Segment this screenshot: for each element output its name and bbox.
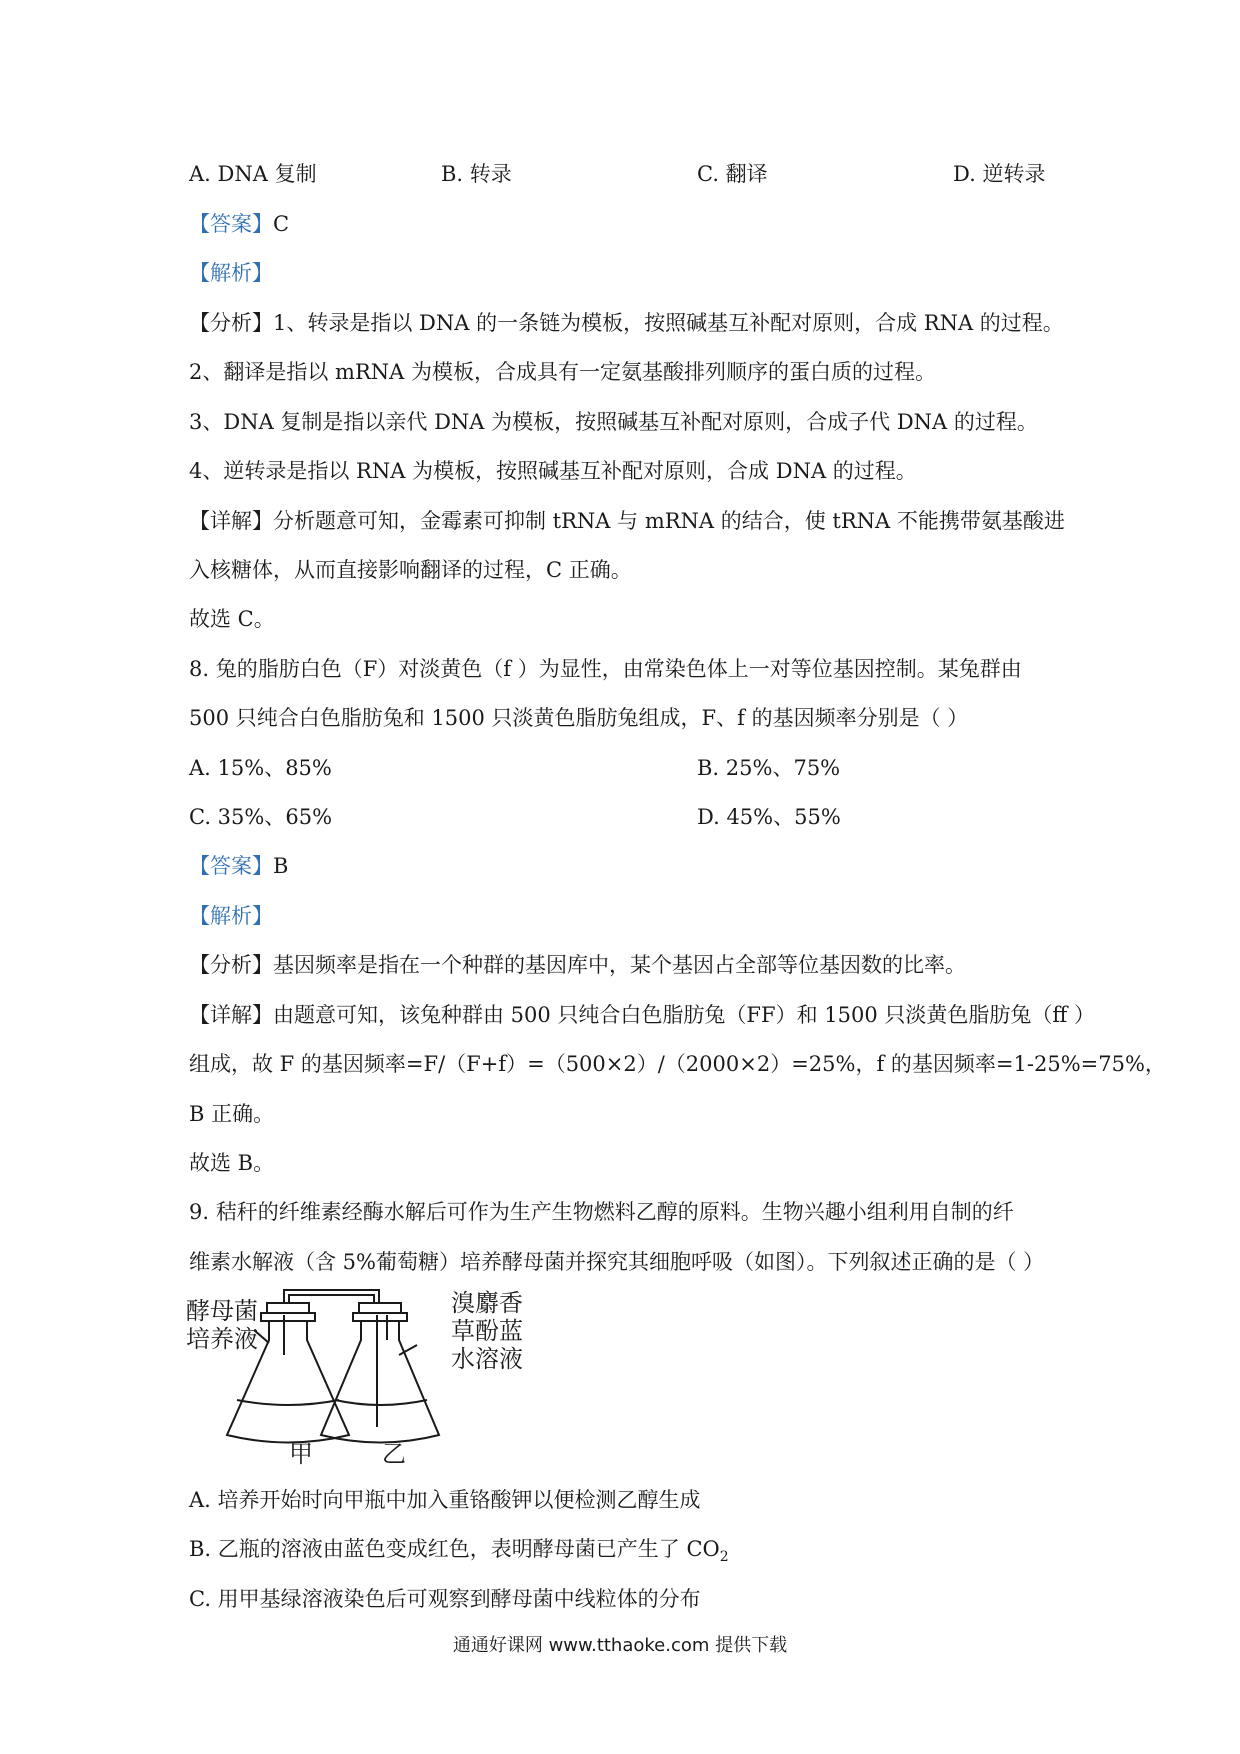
page-footer: 通通好课网 www.tthaoke.com 提供下载 [452, 1635, 788, 1656]
yeast-label-1: 酵母菌 [186, 1297, 258, 1325]
answer-value: C [273, 212, 290, 236]
q7-detail-line: 入核糖体，从而直接影响翻译的过程，C 正确。 [189, 558, 632, 582]
q8-analysis-heading: 【解析】 [189, 904, 273, 928]
flask-b-liquid [335, 1400, 427, 1405]
q7-option-a: A. DNA 复制 [189, 162, 317, 186]
section-text: 基因频率是指在一个种群的基因库中，某个基因占全部等位基因数的比率。 [273, 953, 966, 977]
q7-analysis-line: 3、DNA 复制是指以亲代 DNA 为模板，按照碱基互补配对原则，合成子代 DNA 的过程。 [189, 410, 1038, 434]
co2-subscript: 2 [719, 1549, 729, 1566]
q7-analysis-heading: 【解析】 [189, 261, 273, 285]
q8-detail-line: B 正确。 [189, 1102, 275, 1126]
q8-conclusion: 故选 B。 [189, 1151, 275, 1175]
answer-tag: 【答案】 [189, 212, 273, 236]
q9-option-b-text: B. 乙瓶的溶液由蓝色变成红色，表明酵母菌已产生了 CO [189, 1537, 720, 1561]
q8-option-d: D. 45%、55% [697, 805, 841, 829]
flask-b-body [321, 1321, 439, 1443]
section-text: 1、转录是指以 DNA 的一条链为模板，按照碱基互补配对原则，合成 RNA 的过程。 [273, 311, 1064, 335]
indicator-label-3: 水溶液 [451, 1345, 523, 1373]
answer-value: B [273, 854, 289, 878]
q8-stem-line: 8. 兔的脂肪白色（F）对淡黄色（f ）为显性，由常染色体上一对等位基因控制。某兔群由 [189, 657, 1022, 681]
q9-option-a: A. 培养开始时向甲瓶中加入重铬酸钾以便检测乙醇生成 [189, 1488, 701, 1512]
q7-conclusion: 故选 C。 [189, 607, 275, 631]
flask-a-label: 甲 [289, 1440, 313, 1468]
q7-answer [189, 210, 289, 238]
experiment-figure [186, 1285, 529, 1470]
q8-stem-line: 500 只纯合白色脂肪兔和 1500 只淡黄色脂肪兔组成，F、f 的基因频率分别是（ ） [189, 706, 969, 730]
q8-option-b: B. 25%、75% [697, 756, 841, 780]
q8-answer [189, 852, 288, 880]
q7-option-c: C. 翻译 [697, 162, 768, 186]
q7-option-b: B. 转录 [441, 162, 512, 186]
q9-option-b [189, 1535, 729, 1571]
flask-b-neck-rim [353, 1313, 407, 1321]
flask-a-liquid [237, 1400, 339, 1405]
section-tag: 【详解】 [189, 509, 273, 533]
section-text: 由题意可知，该兔种群由 500 只纯合白色脂肪兔（FF）和 1500 只淡黄色脂肪兔（ff ） [273, 1003, 1095, 1027]
q8-analysis-line [189, 951, 966, 979]
q7-analysis-line [189, 309, 1064, 337]
q9-stem-line: 维素水解液（含 5%葡萄糖）培养酵母菌并探究其细胞呼吸（如图）。下列叙述正确的是（ ） [189, 1250, 1045, 1274]
q8-detail-line: 组成，故 F 的基因频率=F/（F+f）=（500×2）/（2000×2）=25%，f 的基因频率=1-25%=75%， [189, 1052, 1166, 1076]
section-text: 分析题意可知，金霉素可抑制 tRNA 与 mRNA 的结合，使 tRNA 不能携带氨基酸进 [273, 509, 1065, 533]
q7-detail-line [189, 507, 1065, 535]
connecting-tube [284, 1290, 379, 1303]
flask-a-stopper [267, 1303, 309, 1313]
q7-analysis-line: 4、逆转录是指以 RNA 为模板，按照碱基互补配对原则，合成 DNA 的过程。 [189, 459, 917, 483]
flask-b-label: 乙 [382, 1440, 406, 1468]
flask-b-stopper [359, 1303, 401, 1313]
section-tag: 【分析】 [189, 953, 273, 977]
q7-option-d: D. 逆转录 [953, 162, 1046, 186]
flask-a-neck-rim [261, 1313, 315, 1321]
q9-option-c: C. 用甲基绿溶液染色后可观察到酵母菌中线粒体的分布 [189, 1587, 701, 1611]
section-tag: 【分析】 [189, 311, 273, 335]
section-tag: 【详解】 [189, 1003, 273, 1027]
q8-detail-line [189, 1001, 1095, 1029]
q7-analysis-line: 2、翻译是指以 mRNA 为模板，合成具有一定氨基酸排列顺序的蛋白质的过程。 [189, 360, 936, 384]
q8-option-c: C. 35%、65% [189, 805, 333, 829]
indicator-label-2: 草酚蓝 [451, 1317, 523, 1345]
q8-option-a: A. 15%、85% [189, 756, 332, 780]
q9-stem-line: 9. 秸秆的纤维素经酶水解后可作为生产生物燃料乙醇的原料。生物兴趣小组利用自制的纤 [189, 1200, 1014, 1224]
yeast-label-2: 培养液 [186, 1325, 258, 1353]
answer-tag: 【答案】 [189, 854, 273, 878]
connecting-tube-inner [289, 1295, 374, 1303]
indicator-label-1: 溴麝香 [451, 1289, 523, 1317]
